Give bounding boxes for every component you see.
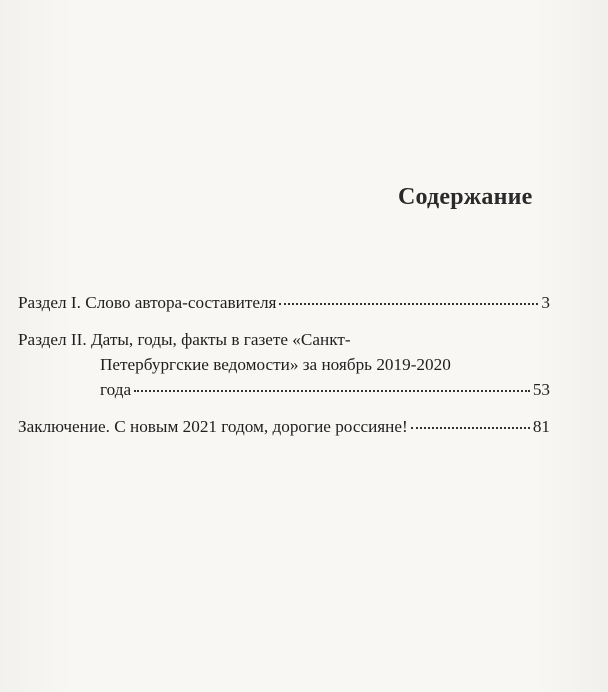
toc-entry-title-line-3: года [100,380,132,399]
toc-line [18,377,550,402]
toc-page-number: 53 [532,380,550,399]
page-title: Содержание [398,184,533,210]
toc-entry-title: Заключение. С новым 2021 годом, дорогие россияне! [18,417,408,436]
entry-spacing [18,315,550,327]
toc-entry-conclusion [18,414,550,439]
dot-leader [411,415,530,429]
dot-leader [279,291,538,305]
toc-page-number: 81 [532,417,550,436]
toc-line [18,327,550,352]
toc-entry-section-2 [18,327,550,402]
toc-line [18,414,550,439]
table-of-contents [18,290,550,439]
toc-entry-title-line-2: Петербургские ведомости» за ноябрь 2019-2020 [100,355,451,374]
toc-line [18,290,550,315]
entry-spacing [18,402,550,414]
toc-entry-section-1 [18,290,550,315]
toc-entry-title-line-1: Раздел II. Даты, годы, факты в газете «Санкт- [18,330,351,349]
toc-page-number: 3 [541,293,550,312]
toc-entry-title: Раздел I. Слово автора-составителя [18,293,277,312]
toc-line [18,352,550,377]
dot-leader [134,378,530,392]
